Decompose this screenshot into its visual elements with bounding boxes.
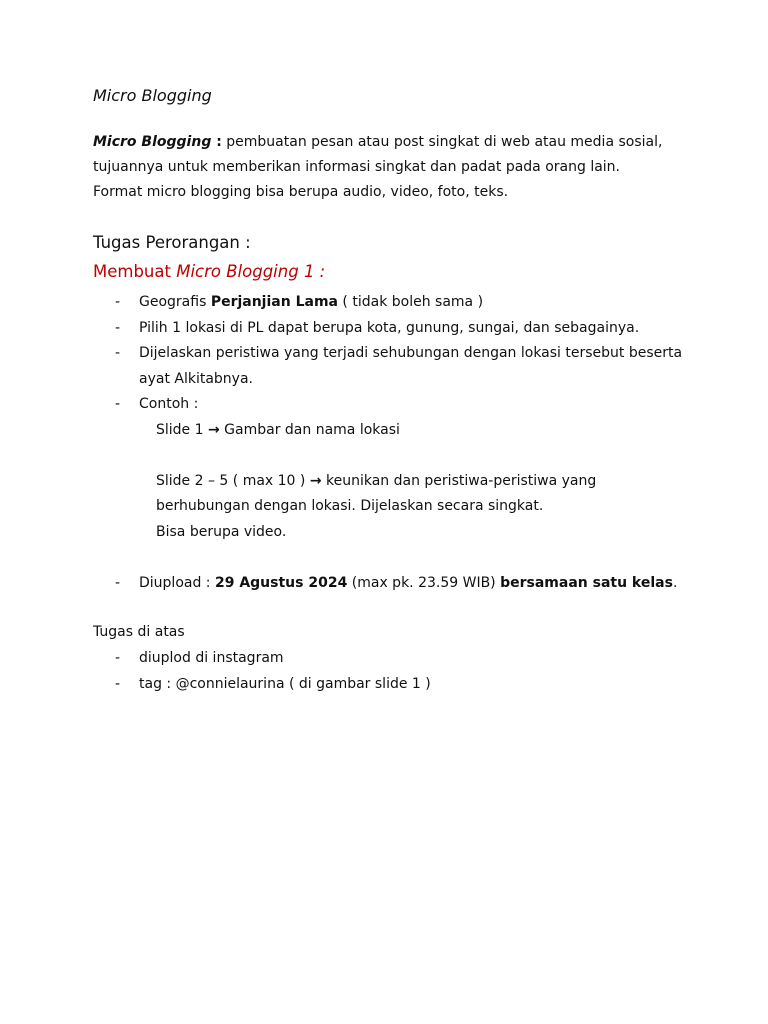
dash-marker: - (115, 396, 121, 412)
dash-marker: - (115, 319, 121, 336)
example-slide-2-line-1 (93, 469, 713, 495)
intro-line-2: tujuannya untuk memberikan informasi singkat dan padat pada orang lain. (93, 159, 621, 175)
item1-bold: Perjanjian Lama (210, 294, 338, 310)
upload-time: (max pk. 23.59 WIB) (347, 574, 501, 591)
list-item (93, 672, 713, 698)
dash-marker: - (115, 650, 121, 666)
dash-marker: - (115, 574, 121, 591)
list-item (93, 290, 713, 316)
upload-period: . (672, 574, 678, 591)
intro-paragraph (93, 130, 662, 205)
list-item (93, 392, 713, 418)
list-item (93, 341, 713, 392)
intro-line-1 (93, 130, 662, 155)
item4-text: Contoh : (139, 396, 199, 412)
membuat-heading (93, 262, 325, 281)
slide2-suffix: keunikan dan peristiwa-peristiwa yang (321, 472, 597, 489)
item1-prefix: Geografis (139, 294, 211, 310)
dash-marker: - (115, 345, 121, 361)
upload-together: bersamaan satu kelas (500, 574, 673, 591)
list-item (93, 571, 713, 597)
slide2-prefix: Slide 2 – 5 ( max 10 ) (156, 472, 310, 489)
instructions-list (93, 646, 713, 697)
slide1-suffix: Gambar dan nama lokasi (219, 421, 400, 438)
item3-line-1: Dijelaskan peristiwa yang terjadi sehubungan dengan lokasi tersebut beserta (139, 345, 683, 361)
task-list (93, 290, 713, 596)
list-item (93, 316, 713, 342)
example-slide-2-line-3: Bisa berupa video. (156, 523, 287, 540)
slide1-prefix: Slide 1 (156, 421, 208, 438)
instruction-upload: diuplod di instagram (139, 650, 284, 666)
item2-text: Pilih 1 lokasi di PL dapat berupa kota, gunung, sungai, dan sebagainya. (139, 319, 640, 336)
intro-line-1-text: pembuatan pesan atau post singkat di web atau media sosial, (221, 134, 663, 150)
arrow-right-icon: → (207, 421, 220, 438)
membuat-heading-prefix: Membuat (93, 262, 177, 281)
blank-line (93, 443, 713, 469)
membuat-heading-italic: Micro Blogging 1 : (176, 262, 326, 281)
upload-date: 29 Agustus 2024 (214, 574, 348, 591)
item3-line-2: ayat Alkitabnya. (139, 370, 253, 387)
intro-line-3: Format micro blogging bisa berupa audio, video, foto, teks. (93, 184, 509, 200)
example-slide-2-line-2: berhubungan dengan lokasi. Dijelaskan secara singkat. (156, 498, 544, 514)
tugas-di-atas-label: Tugas di atas (93, 624, 185, 640)
upload-prefix: Diupload : (139, 574, 215, 591)
tugas-heading: Tugas Perorangan : (93, 233, 251, 252)
intro-term-sep: : (211, 134, 222, 150)
list-item (93, 646, 713, 672)
example-slide-1 (93, 418, 713, 444)
blank-line (93, 545, 713, 571)
item1-suffix: ( tidak boleh sama ) (337, 294, 484, 310)
arrow-right-icon: → (309, 472, 322, 489)
intro-term: Micro Blogging (93, 134, 212, 150)
document-title: Micro Blogging (93, 86, 212, 105)
instruction-tag: tag : @connielaurina ( di gambar slide 1 ) (139, 675, 431, 692)
dash-marker: - (115, 294, 121, 310)
dash-marker: - (115, 675, 121, 692)
